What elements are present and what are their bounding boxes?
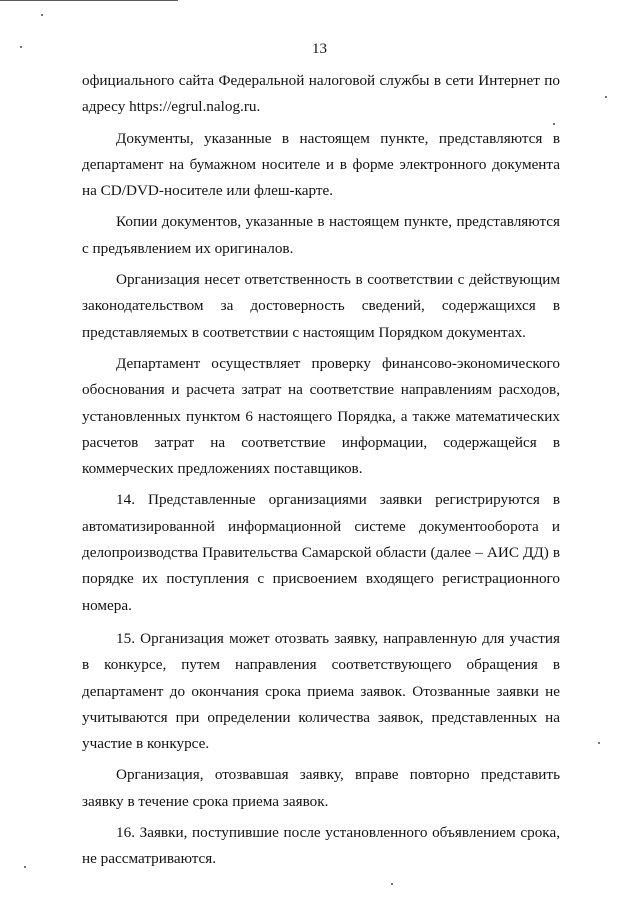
paragraph <box>82 820 560 873</box>
text-line: предъявлением их оригиналов. <box>92 239 294 257</box>
text-line: CD/DVD-носителе или флеш-карте. <box>100 182 334 200</box>
paragraph <box>82 68 560 121</box>
text-line: номера. <box>82 596 132 614</box>
paragraph <box>82 267 560 346</box>
text-line: установленных пунктом 6 настоящего Порядка, а также математических <box>82 407 560 425</box>
text-line: расчетов затрат на соответствие информации, содержащейся в <box>82 433 560 451</box>
text-line: Организация, отозвавшая заявку, вправе повторно представить <box>116 766 560 784</box>
text-line: 16. Заявки, поступившие после установленного объявлением срока, <box>116 824 560 842</box>
text-line: 15. Организация может отозвать заявку, направленную для участия в <box>82 629 560 674</box>
text-line: Копии документов, указанные в настоящем пункте, представляются с <box>82 213 560 257</box>
paragraph <box>82 351 560 482</box>
text-line: законодательством за достоверность сведений, содержащихся в <box>82 297 560 315</box>
text-line: определении количества заявок, представленных на участие в конкурсе. <box>82 708 560 753</box>
text-line: до окончания срока приема заявок. Отозванные заявки не учитываются при <box>82 682 561 726</box>
scan-speck <box>605 96 607 98</box>
page-number: 13 <box>312 41 327 57</box>
scan-speck <box>24 866 26 868</box>
text-line: конкурсе, путем направления соответствующего обращения в департамент <box>82 656 560 700</box>
text-line: заявку в течение срока приема заявок. <box>82 792 329 810</box>
text-line: 14. Представленные организациями заявки регистрируются в <box>116 491 560 509</box>
text-line: Организация несет ответственность в соответствии с действующим <box>116 271 560 289</box>
text-line: официального сайта Федеральной налоговой службы в сети Интернет по <box>82 72 560 89</box>
scan-speck <box>391 883 393 885</box>
text-line: коммерческих предложениях поставщиков. <box>82 460 363 478</box>
scan-speck <box>41 14 43 16</box>
scan-edge-line <box>0 0 178 1</box>
text-line: автоматизированной информационной системе документооборота и <box>82 517 560 535</box>
paragraph <box>82 626 560 757</box>
text-line: адресу https://egrul.nalog.ru. <box>82 98 261 116</box>
text-line: делопроизводства Правительства Самарской области (далее – АИС ДД) в <box>82 544 560 562</box>
text-line: Департамент осуществляет проверку финансово-экономического <box>116 354 560 372</box>
text-line: департамент на бумажном носителе и в форме электронного документа на <box>82 155 560 200</box>
paragraph <box>82 209 560 262</box>
text-line: порядке их поступления с присвоением входящего регистрационного <box>82 570 560 588</box>
scan-speck <box>598 742 600 744</box>
text-line: представляемых в соответствии с настоящим Порядком документах. <box>82 323 526 341</box>
paragraph <box>82 126 560 205</box>
text-line: Документы, указанные в настоящем пункте, представляются в <box>116 129 560 147</box>
text-line: обоснования и расчета затрат на соответствие направлениям расходов, <box>82 381 560 399</box>
body-text <box>82 68 560 873</box>
text-line: не рассматриваются. <box>82 850 217 868</box>
paragraph <box>82 762 560 815</box>
paragraph <box>82 487 560 618</box>
